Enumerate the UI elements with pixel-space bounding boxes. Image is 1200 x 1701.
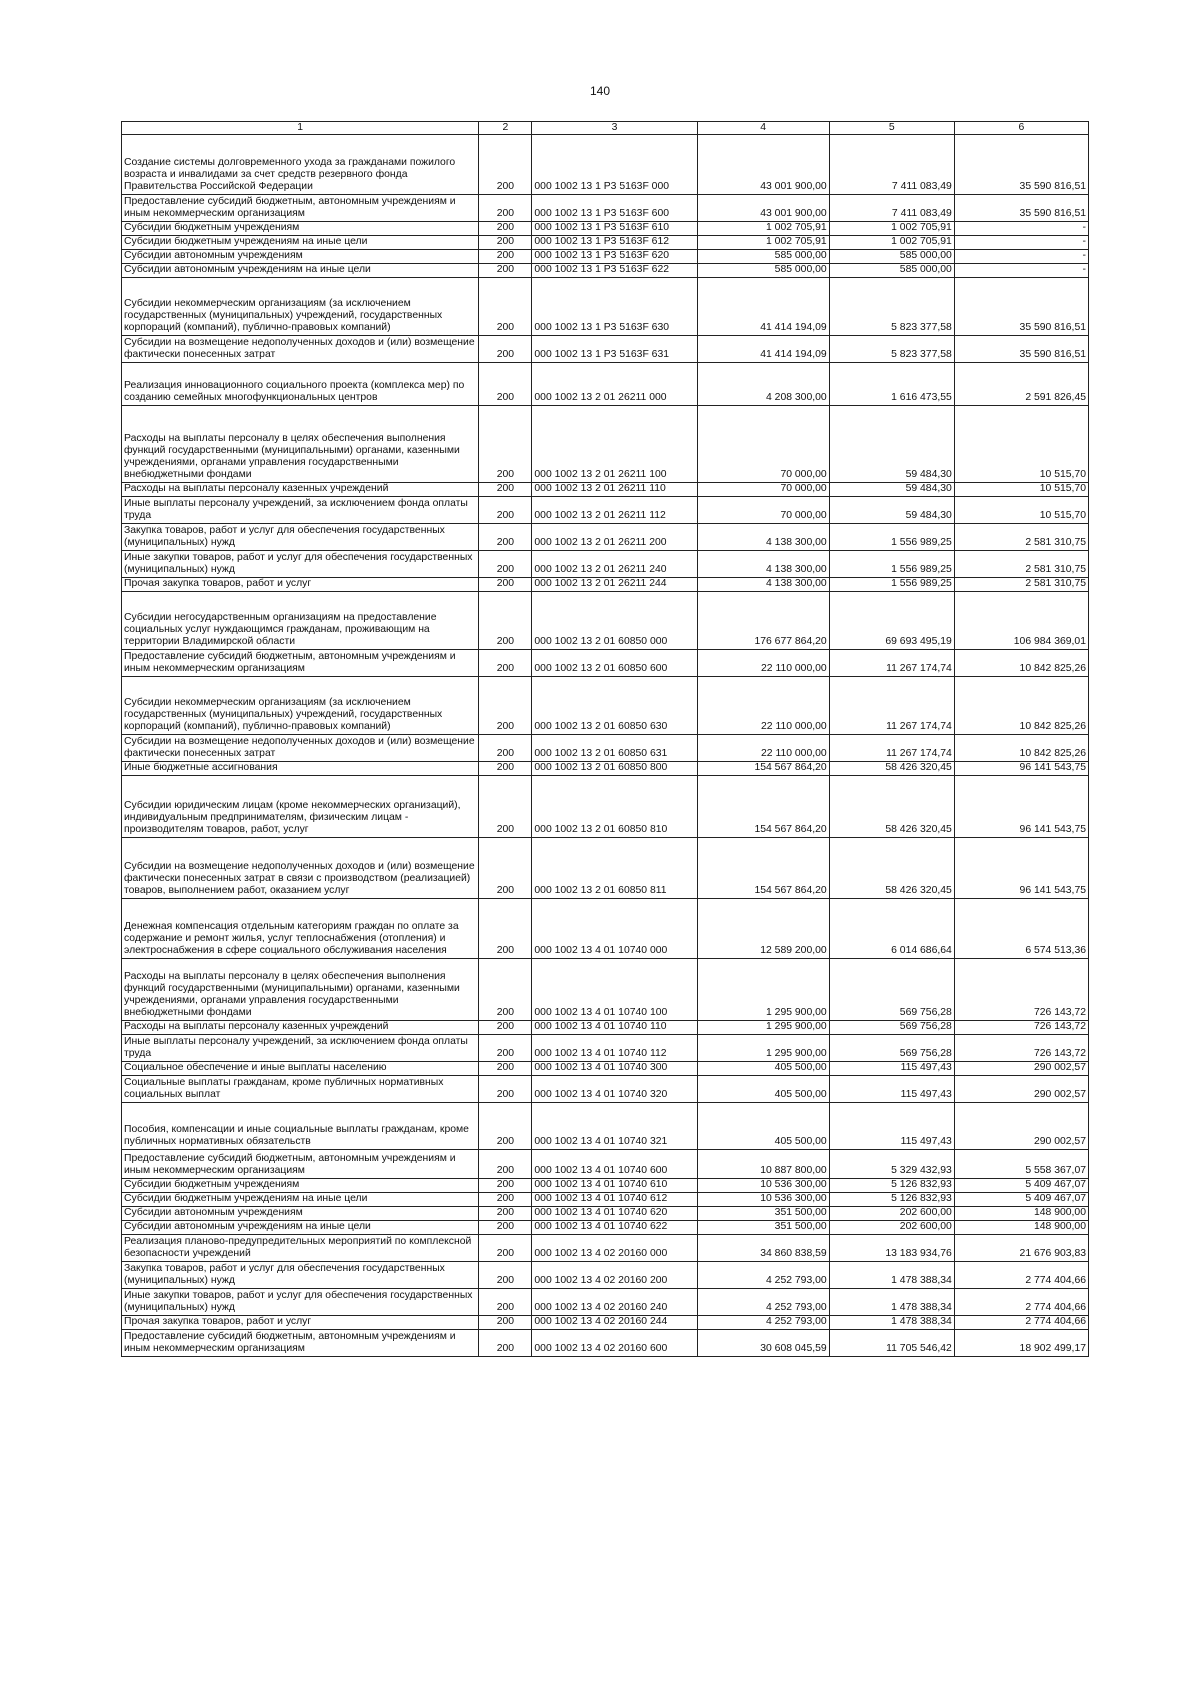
row-value-col6-cell: 148 900,00 xyxy=(954,1207,1088,1221)
row-name-cell: Пособия, компенсации и иные социальные выплаты гражданам, кроме публичных нормативных обязательств xyxy=(122,1103,479,1150)
row-kbk-cell: 000 1002 13 4 02 20160 240 xyxy=(532,1289,697,1316)
table-row xyxy=(122,1289,1089,1316)
row-name-cell: Субсидии на возмещение недополученных доходов и (или) возмещение фактически понесенных затрат в связи с производством (реализацией) товаров, выполнением работ, оказанием услуг xyxy=(122,838,479,899)
row-value-col4-cell: 70 000,00 xyxy=(697,406,829,483)
header-row xyxy=(122,122,1089,135)
row-name-cell: Социальные выплаты гражданам, кроме публичных нормативных социальных выплат xyxy=(122,1076,479,1103)
header-col-5: 5 xyxy=(829,122,954,135)
row-name-cell: Субсидии на возмещение недополученных доходов и (или) возмещение фактически понесенных затрат xyxy=(122,336,479,363)
row-kbk-cell: 000 1002 13 1 P3 5163F 620 xyxy=(532,250,697,264)
row-value-col6-cell: 10 515,70 xyxy=(954,483,1088,497)
row-value-col4-cell: 154 567 864,20 xyxy=(697,838,829,899)
row-value-col5-cell: 58 426 320,45 xyxy=(829,838,954,899)
row-value-col5-cell: 59 484,30 xyxy=(829,483,954,497)
row-kbk-cell: 000 1002 13 4 02 20160 244 xyxy=(532,1316,697,1330)
table-row xyxy=(122,135,1089,195)
row-kbk-cell: 000 1002 13 4 01 10740 110 xyxy=(532,1021,697,1035)
row-value-col4-cell: 154 567 864,20 xyxy=(697,762,829,776)
row-name-cell: Иные бюджетные ассигнования xyxy=(122,762,479,776)
row-code-cell: 200 xyxy=(479,1207,532,1221)
table-row xyxy=(122,1221,1089,1235)
table-row xyxy=(122,497,1089,524)
row-value-col4-cell: 22 110 000,00 xyxy=(697,650,829,677)
row-value-col4-cell: 43 001 900,00 xyxy=(697,195,829,222)
table-row xyxy=(122,776,1089,838)
row-name-cell: Иные закупки товаров, работ и услуг для обеспечения государственных (муниципальных) нужд xyxy=(122,1289,479,1316)
row-value-col4-cell: 41 414 194,09 xyxy=(697,278,829,336)
row-code-cell: 200 xyxy=(479,1035,532,1062)
row-name-cell: Реализация планово-предупредительных мероприятий по комплексной безопасности учреждений xyxy=(122,1235,479,1262)
row-value-col4-cell: 405 500,00 xyxy=(697,1103,829,1150)
row-value-col4-cell: 1 295 900,00 xyxy=(697,959,829,1021)
row-code-cell: 200 xyxy=(479,1316,532,1330)
row-value-col4-cell: 4 252 793,00 xyxy=(697,1262,829,1289)
row-code-cell: 200 xyxy=(479,222,532,236)
row-value-col4-cell: 585 000,00 xyxy=(697,264,829,278)
row-code-cell: 200 xyxy=(479,1262,532,1289)
table-row xyxy=(122,1103,1089,1150)
row-value-col5-cell: 202 600,00 xyxy=(829,1207,954,1221)
row-name-cell: Субсидии юридическим лицам (кроме некоммерческих организаций), индивидуальным предпринимателям, физическим лицам - производителям товаров, работ, услуг xyxy=(122,776,479,838)
row-value-col6-cell: 726 143,72 xyxy=(954,959,1088,1021)
header-col-2: 2 xyxy=(479,122,532,135)
table-row xyxy=(122,406,1089,483)
row-code-cell: 200 xyxy=(479,135,532,195)
row-value-col5-cell: 585 000,00 xyxy=(829,264,954,278)
header-col-6: 6 xyxy=(954,122,1088,135)
row-kbk-cell: 000 1002 13 4 01 10740 100 xyxy=(532,959,697,1021)
row-name-cell: Реализация инновационного социального проекта (комплекса мер) по созданию семейных многофункциональных центров xyxy=(122,363,479,406)
row-name-cell: Прочая закупка товаров, работ и услуг xyxy=(122,578,479,592)
row-value-col4-cell: 154 567 864,20 xyxy=(697,776,829,838)
row-name-cell: Закупка товаров, работ и услуг для обеспечения государственных (муниципальных) нужд xyxy=(122,1262,479,1289)
table-row xyxy=(122,1035,1089,1062)
row-value-col4-cell: 22 110 000,00 xyxy=(697,735,829,762)
header-col-3: 3 xyxy=(532,122,697,135)
row-name-cell: Иные закупки товаров, работ и услуг для обеспечения государственных (муниципальных) нужд xyxy=(122,551,479,578)
row-value-col4-cell: 4 138 300,00 xyxy=(697,578,829,592)
page-number: 140 xyxy=(589,84,611,98)
row-name-cell: Субсидии бюджетным учреждениям xyxy=(122,222,479,236)
row-value-col6-cell: 290 002,57 xyxy=(954,1062,1088,1076)
row-value-col6-cell: 21 676 903,83 xyxy=(954,1235,1088,1262)
row-value-col6-cell: 290 002,57 xyxy=(954,1103,1088,1150)
row-value-col5-cell: 7 411 083,49 xyxy=(829,135,954,195)
row-value-col5-cell: 5 126 832,93 xyxy=(829,1179,954,1193)
row-value-col4-cell: 10 887 800,00 xyxy=(697,1150,829,1179)
row-value-col6-cell: 726 143,72 xyxy=(954,1021,1088,1035)
row-code-cell: 200 xyxy=(479,497,532,524)
row-code-cell: 200 xyxy=(479,1103,532,1150)
row-value-col5-cell: 59 484,30 xyxy=(829,406,954,483)
table-row xyxy=(122,838,1089,899)
row-value-col6-cell: 96 141 543,75 xyxy=(954,776,1088,838)
row-code-cell: 200 xyxy=(479,1021,532,1035)
row-name-cell: Субсидии негосударственным организациям на предоставление социальных услуг нуждающимся гражданам, проживающим на территории Владимирской области xyxy=(122,592,479,650)
row-value-col6-cell: 2 774 404,66 xyxy=(954,1316,1088,1330)
row-kbk-cell: 000 1002 13 4 01 10740 620 xyxy=(532,1207,697,1221)
row-value-col6-cell: 10 515,70 xyxy=(954,497,1088,524)
table-row xyxy=(122,959,1089,1021)
table-row xyxy=(122,1021,1089,1035)
table-row xyxy=(122,899,1089,959)
row-value-col6-cell: 6 574 513,36 xyxy=(954,899,1088,959)
row-name-cell: Субсидии автономным учреждениям xyxy=(122,250,479,264)
row-value-col4-cell: 176 677 864,20 xyxy=(697,592,829,650)
row-value-col4-cell: 4 252 793,00 xyxy=(697,1316,829,1330)
row-value-col5-cell: 1 002 705,91 xyxy=(829,236,954,250)
table-row xyxy=(122,483,1089,497)
row-value-col5-cell: 1 556 989,25 xyxy=(829,551,954,578)
table-row xyxy=(122,1150,1089,1179)
row-name-cell: Закупка товаров, работ и услуг для обеспечения государственных (муниципальных) нужд xyxy=(122,524,479,551)
row-name-cell: Субсидии автономным учреждениям на иные цели xyxy=(122,264,479,278)
table-row xyxy=(122,264,1089,278)
row-value-col4-cell: 30 608 045,59 xyxy=(697,1330,829,1357)
table-row xyxy=(122,1235,1089,1262)
table-row xyxy=(122,278,1089,336)
row-value-col4-cell: 4 208 300,00 xyxy=(697,363,829,406)
row-value-col5-cell: 11 267 174,74 xyxy=(829,677,954,735)
row-value-col6-cell: 5 409 467,07 xyxy=(954,1193,1088,1207)
table-row xyxy=(122,650,1089,677)
table-row xyxy=(122,578,1089,592)
row-value-col5-cell: 5 126 832,93 xyxy=(829,1193,954,1207)
row-value-col5-cell: 1 616 473,55 xyxy=(829,363,954,406)
row-name-cell: Субсидии бюджетным учреждениям на иные цели xyxy=(122,1193,479,1207)
row-value-col4-cell: 22 110 000,00 xyxy=(697,677,829,735)
row-name-cell: Субсидии автономным учреждениям на иные цели xyxy=(122,1221,479,1235)
row-kbk-cell: 000 1002 13 2 01 60850 811 xyxy=(532,838,697,899)
header-col-4: 4 xyxy=(697,122,829,135)
row-code-cell: 200 xyxy=(479,592,532,650)
row-code-cell: 200 xyxy=(479,677,532,735)
row-value-col4-cell: 1 002 705,91 xyxy=(697,236,829,250)
row-name-cell: Предоставление субсидий бюджетным, автономным учреждениям и иным некоммерческим организациям xyxy=(122,1150,479,1179)
row-kbk-cell: 000 1002 13 4 01 10740 320 xyxy=(532,1076,697,1103)
row-value-col4-cell: 1 002 705,91 xyxy=(697,222,829,236)
table-row xyxy=(122,524,1089,551)
row-kbk-cell: 000 1002 13 2 01 60850 631 xyxy=(532,735,697,762)
row-kbk-cell: 000 1002 13 2 01 26211 112 xyxy=(532,497,697,524)
table-row xyxy=(122,1062,1089,1076)
row-value-col5-cell: 59 484,30 xyxy=(829,497,954,524)
row-value-col5-cell: 5 823 377,58 xyxy=(829,278,954,336)
table-row xyxy=(122,1193,1089,1207)
table-row xyxy=(122,1262,1089,1289)
row-code-cell: 200 xyxy=(479,363,532,406)
row-value-col6-cell: 10 842 825,26 xyxy=(954,677,1088,735)
table-header xyxy=(122,122,1089,135)
row-value-col6-cell: 726 143,72 xyxy=(954,1035,1088,1062)
row-code-cell: 200 xyxy=(479,762,532,776)
row-kbk-cell: 000 1002 13 1 P3 5163F 630 xyxy=(532,278,697,336)
row-code-cell: 200 xyxy=(479,1150,532,1179)
table-row xyxy=(122,677,1089,735)
row-kbk-cell: 000 1002 13 4 01 10740 622 xyxy=(532,1221,697,1235)
row-code-cell: 200 xyxy=(479,1076,532,1103)
row-value-col4-cell: 43 001 900,00 xyxy=(697,135,829,195)
table-row xyxy=(122,222,1089,236)
row-value-col6-cell: 96 141 543,75 xyxy=(954,838,1088,899)
row-code-cell: 200 xyxy=(479,776,532,838)
row-kbk-cell: 000 1002 13 4 01 10740 610 xyxy=(532,1179,697,1193)
table-row xyxy=(122,1207,1089,1221)
row-kbk-cell: 000 1002 13 2 01 26211 100 xyxy=(532,406,697,483)
row-value-col5-cell: 11 267 174,74 xyxy=(829,650,954,677)
row-value-col5-cell: 1 556 989,25 xyxy=(829,578,954,592)
row-name-cell: Предоставление субсидий бюджетным, автономным учреждениям и иным некоммерческим организациям xyxy=(122,650,479,677)
row-value-col5-cell: 569 756,28 xyxy=(829,959,954,1021)
row-code-cell: 200 xyxy=(479,1062,532,1076)
row-value-col5-cell: 7 411 083,49 xyxy=(829,195,954,222)
row-value-col6-cell: - xyxy=(954,250,1088,264)
row-value-col4-cell: 1 295 900,00 xyxy=(697,1021,829,1035)
row-name-cell: Субсидии бюджетным учреждениям на иные цели xyxy=(122,236,479,250)
row-value-col5-cell: 569 756,28 xyxy=(829,1021,954,1035)
row-value-col6-cell: 35 590 816,51 xyxy=(954,336,1088,363)
row-value-col4-cell: 4 252 793,00 xyxy=(697,1289,829,1316)
row-value-col6-cell: 148 900,00 xyxy=(954,1221,1088,1235)
row-name-cell: Иные выплаты персоналу учреждений, за исключением фонда оплаты труда xyxy=(122,1035,479,1062)
row-value-col5-cell: 5 823 377,58 xyxy=(829,336,954,363)
row-value-col6-cell: 96 141 543,75 xyxy=(954,762,1088,776)
row-kbk-cell: 000 1002 13 2 01 26211 240 xyxy=(532,551,697,578)
row-code-cell: 200 xyxy=(479,1221,532,1235)
row-value-col5-cell: 6 014 686,64 xyxy=(829,899,954,959)
table-body xyxy=(122,135,1089,1357)
row-name-cell: Расходы на выплаты персоналу казенных учреждений xyxy=(122,1021,479,1035)
row-value-col5-cell: 585 000,00 xyxy=(829,250,954,264)
row-value-col6-cell: 2 581 310,75 xyxy=(954,578,1088,592)
row-value-col5-cell: 202 600,00 xyxy=(829,1221,954,1235)
row-code-cell: 200 xyxy=(479,278,532,336)
row-value-col5-cell: 1 002 705,91 xyxy=(829,222,954,236)
table-row xyxy=(122,551,1089,578)
row-kbk-cell: 000 1002 13 4 01 10740 321 xyxy=(532,1103,697,1150)
row-value-col6-cell: - xyxy=(954,236,1088,250)
row-code-cell: 200 xyxy=(479,264,532,278)
row-value-col4-cell: 405 500,00 xyxy=(697,1076,829,1103)
row-value-col4-cell: 12 589 200,00 xyxy=(697,899,829,959)
table-row xyxy=(122,195,1089,222)
row-value-col5-cell: 115 497,43 xyxy=(829,1076,954,1103)
row-code-cell: 200 xyxy=(479,195,532,222)
row-kbk-cell: 000 1002 13 2 01 26211 110 xyxy=(532,483,697,497)
row-code-cell: 200 xyxy=(479,551,532,578)
row-value-col6-cell: 106 984 369,01 xyxy=(954,592,1088,650)
row-code-cell: 200 xyxy=(479,1330,532,1357)
row-kbk-cell: 000 1002 13 2 01 60850 810 xyxy=(532,776,697,838)
row-kbk-cell: 000 1002 13 1 P3 5163F 622 xyxy=(532,264,697,278)
table-row xyxy=(122,236,1089,250)
row-name-cell: Создание системы долговременного ухода за гражданами пожилого возраста и инвалидами за счет средств резервного фонда Правительства Российской Федерации xyxy=(122,135,479,195)
row-code-cell: 200 xyxy=(479,650,532,677)
row-name-cell: Расходы на выплаты персоналу в целях обеспечения выполнения функций государственными (муниципальными) органами, казенными учреждениями, органами управления государственными внебюджетными фондами xyxy=(122,406,479,483)
row-kbk-cell: 000 1002 13 2 01 60850 600 xyxy=(532,650,697,677)
row-value-col5-cell: 569 756,28 xyxy=(829,1035,954,1062)
row-code-cell: 200 xyxy=(479,578,532,592)
row-value-col5-cell: 11 267 174,74 xyxy=(829,735,954,762)
row-value-col4-cell: 351 500,00 xyxy=(697,1207,829,1221)
row-value-col5-cell: 58 426 320,45 xyxy=(829,762,954,776)
row-kbk-cell: 000 1002 13 2 01 26211 000 xyxy=(532,363,697,406)
table-row xyxy=(122,1179,1089,1193)
row-value-col5-cell: 5 329 432,93 xyxy=(829,1150,954,1179)
row-value-col4-cell: 70 000,00 xyxy=(697,483,829,497)
row-code-cell: 200 xyxy=(479,483,532,497)
row-name-cell: Предоставление субсидий бюджетным, автономным учреждениям и иным некоммерческим организациям xyxy=(122,195,479,222)
row-kbk-cell: 000 1002 13 2 01 60850 800 xyxy=(532,762,697,776)
row-value-col4-cell: 4 138 300,00 xyxy=(697,524,829,551)
row-name-cell: Расходы на выплаты персоналу в целях обеспечения выполнения функций государственными (муниципальными) органами, казенными учреждениями, органами управления государственными внебюджетными фондами xyxy=(122,959,479,1021)
row-value-col6-cell: 18 902 499,17 xyxy=(954,1330,1088,1357)
row-name-cell: Иные выплаты персоналу учреждений, за исключением фонда оплаты труда xyxy=(122,497,479,524)
row-code-cell: 200 xyxy=(479,406,532,483)
row-code-cell: 200 xyxy=(479,1235,532,1262)
row-value-col5-cell: 115 497,43 xyxy=(829,1103,954,1150)
header-col-1: 1 xyxy=(122,122,479,135)
row-kbk-cell: 000 1002 13 2 01 60850 000 xyxy=(532,592,697,650)
row-name-cell: Субсидии автономным учреждениям xyxy=(122,1207,479,1221)
row-kbk-cell: 000 1002 13 4 02 20160 000 xyxy=(532,1235,697,1262)
row-value-col6-cell: 10 515,70 xyxy=(954,406,1088,483)
row-code-cell: 200 xyxy=(479,1193,532,1207)
row-value-col4-cell: 10 536 300,00 xyxy=(697,1179,829,1193)
row-value-col5-cell: 1 478 388,34 xyxy=(829,1289,954,1316)
row-value-col6-cell: 2 774 404,66 xyxy=(954,1289,1088,1316)
row-code-cell: 200 xyxy=(479,236,532,250)
row-kbk-cell: 000 1002 13 4 01 10740 300 xyxy=(532,1062,697,1076)
row-value-col4-cell: 351 500,00 xyxy=(697,1221,829,1235)
row-value-col6-cell: - xyxy=(954,264,1088,278)
row-value-col5-cell: 13 183 934,76 xyxy=(829,1235,954,1262)
row-value-col6-cell: 2 581 310,75 xyxy=(954,524,1088,551)
row-name-cell: Прочая закупка товаров, работ и услуг xyxy=(122,1316,479,1330)
table-row xyxy=(122,1076,1089,1103)
row-value-col4-cell: 10 536 300,00 xyxy=(697,1193,829,1207)
budget-table xyxy=(121,121,1089,1357)
row-code-cell: 200 xyxy=(479,524,532,551)
row-kbk-cell: 000 1002 13 4 02 20160 200 xyxy=(532,1262,697,1289)
row-value-col6-cell: 2 774 404,66 xyxy=(954,1262,1088,1289)
row-value-col5-cell: 1 556 989,25 xyxy=(829,524,954,551)
row-code-cell: 200 xyxy=(479,1179,532,1193)
row-value-col6-cell: 35 590 816,51 xyxy=(954,135,1088,195)
row-name-cell: Расходы на выплаты персоналу казенных учреждений xyxy=(122,483,479,497)
row-kbk-cell: 000 1002 13 1 P3 5163F 000 xyxy=(532,135,697,195)
row-kbk-cell: 000 1002 13 4 01 10740 112 xyxy=(532,1035,697,1062)
row-value-col6-cell: 5 558 367,07 xyxy=(954,1150,1088,1179)
row-value-col6-cell: 5 409 467,07 xyxy=(954,1179,1088,1193)
row-name-cell: Предоставление субсидий бюджетным, автономным учреждениям и иным некоммерческим организациям xyxy=(122,1330,479,1357)
row-name-cell: Субсидии некоммерческим организациям (за исключением государственных (муниципальных) учреждений, государственных корпораций (компаний), публично-правовых компаний) xyxy=(122,278,479,336)
row-kbk-cell: 000 1002 13 1 P3 5163F 612 xyxy=(532,236,697,250)
row-code-cell: 200 xyxy=(479,1289,532,1316)
table-row xyxy=(122,363,1089,406)
row-value-col5-cell: 58 426 320,45 xyxy=(829,776,954,838)
row-code-cell: 200 xyxy=(479,735,532,762)
row-value-col4-cell: 41 414 194,09 xyxy=(697,336,829,363)
row-value-col4-cell: 4 138 300,00 xyxy=(697,551,829,578)
row-name-cell: Субсидии некоммерческим организациям (за исключением государственных (муниципальных) учреждений, государственных корпораций (компаний), публично-правовых компаний) xyxy=(122,677,479,735)
table-row xyxy=(122,1316,1089,1330)
row-value-col6-cell: 35 590 816,51 xyxy=(954,195,1088,222)
row-name-cell: Субсидии на возмещение недополученных доходов и (или) возмещение фактически понесенных затрат xyxy=(122,735,479,762)
row-value-col6-cell: 35 590 816,51 xyxy=(954,278,1088,336)
row-code-cell: 200 xyxy=(479,838,532,899)
row-value-col6-cell: 10 842 825,26 xyxy=(954,735,1088,762)
row-name-cell: Денежная компенсация отдельным категориям граждан по оплате за содержание и ремонт жилья, услуг теплоснабжения (отопления) и электроснабжения в сфере социального обслуживания населения xyxy=(122,899,479,959)
table-row xyxy=(122,1330,1089,1357)
row-kbk-cell: 000 1002 13 1 P3 5163F 610 xyxy=(532,222,697,236)
table-row xyxy=(122,592,1089,650)
row-value-col6-cell: - xyxy=(954,222,1088,236)
row-kbk-cell: 000 1002 13 1 P3 5163F 631 xyxy=(532,336,697,363)
row-kbk-cell: 000 1002 13 2 01 26211 244 xyxy=(532,578,697,592)
row-kbk-cell: 000 1002 13 4 01 10740 612 xyxy=(532,1193,697,1207)
row-value-col4-cell: 34 860 838,59 xyxy=(697,1235,829,1262)
row-code-cell: 200 xyxy=(479,336,532,363)
row-code-cell: 200 xyxy=(479,959,532,1021)
row-value-col6-cell: 290 002,57 xyxy=(954,1076,1088,1103)
row-value-col6-cell: 2 591 826,45 xyxy=(954,363,1088,406)
row-code-cell: 200 xyxy=(479,899,532,959)
table-row xyxy=(122,250,1089,264)
table-row xyxy=(122,735,1089,762)
row-value-col4-cell: 1 295 900,00 xyxy=(697,1035,829,1062)
row-name-cell: Социальное обеспечение и иные выплаты населению xyxy=(122,1062,479,1076)
row-value-col6-cell: 10 842 825,26 xyxy=(954,650,1088,677)
row-code-cell: 200 xyxy=(479,250,532,264)
row-kbk-cell: 000 1002 13 4 01 10740 600 xyxy=(532,1150,697,1179)
row-value-col5-cell: 115 497,43 xyxy=(829,1062,954,1076)
row-kbk-cell: 000 1002 13 1 P3 5163F 600 xyxy=(532,195,697,222)
row-value-col5-cell: 1 478 388,34 xyxy=(829,1316,954,1330)
row-name-cell: Субсидии бюджетным учреждениям xyxy=(122,1179,479,1193)
row-value-col4-cell: 70 000,00 xyxy=(697,497,829,524)
row-value-col4-cell: 405 500,00 xyxy=(697,1062,829,1076)
row-value-col5-cell: 1 478 388,34 xyxy=(829,1262,954,1289)
row-kbk-cell: 000 1002 13 2 01 26211 200 xyxy=(532,524,697,551)
row-value-col5-cell: 69 693 495,19 xyxy=(829,592,954,650)
table-row xyxy=(122,762,1089,776)
row-kbk-cell: 000 1002 13 4 02 20160 600 xyxy=(532,1330,697,1357)
table-row xyxy=(122,336,1089,363)
row-value-col5-cell: 11 705 546,42 xyxy=(829,1330,954,1357)
row-value-col4-cell: 585 000,00 xyxy=(697,250,829,264)
row-value-col6-cell: 2 581 310,75 xyxy=(954,551,1088,578)
row-kbk-cell: 000 1002 13 2 01 60850 630 xyxy=(532,677,697,735)
row-kbk-cell: 000 1002 13 4 01 10740 000 xyxy=(532,899,697,959)
